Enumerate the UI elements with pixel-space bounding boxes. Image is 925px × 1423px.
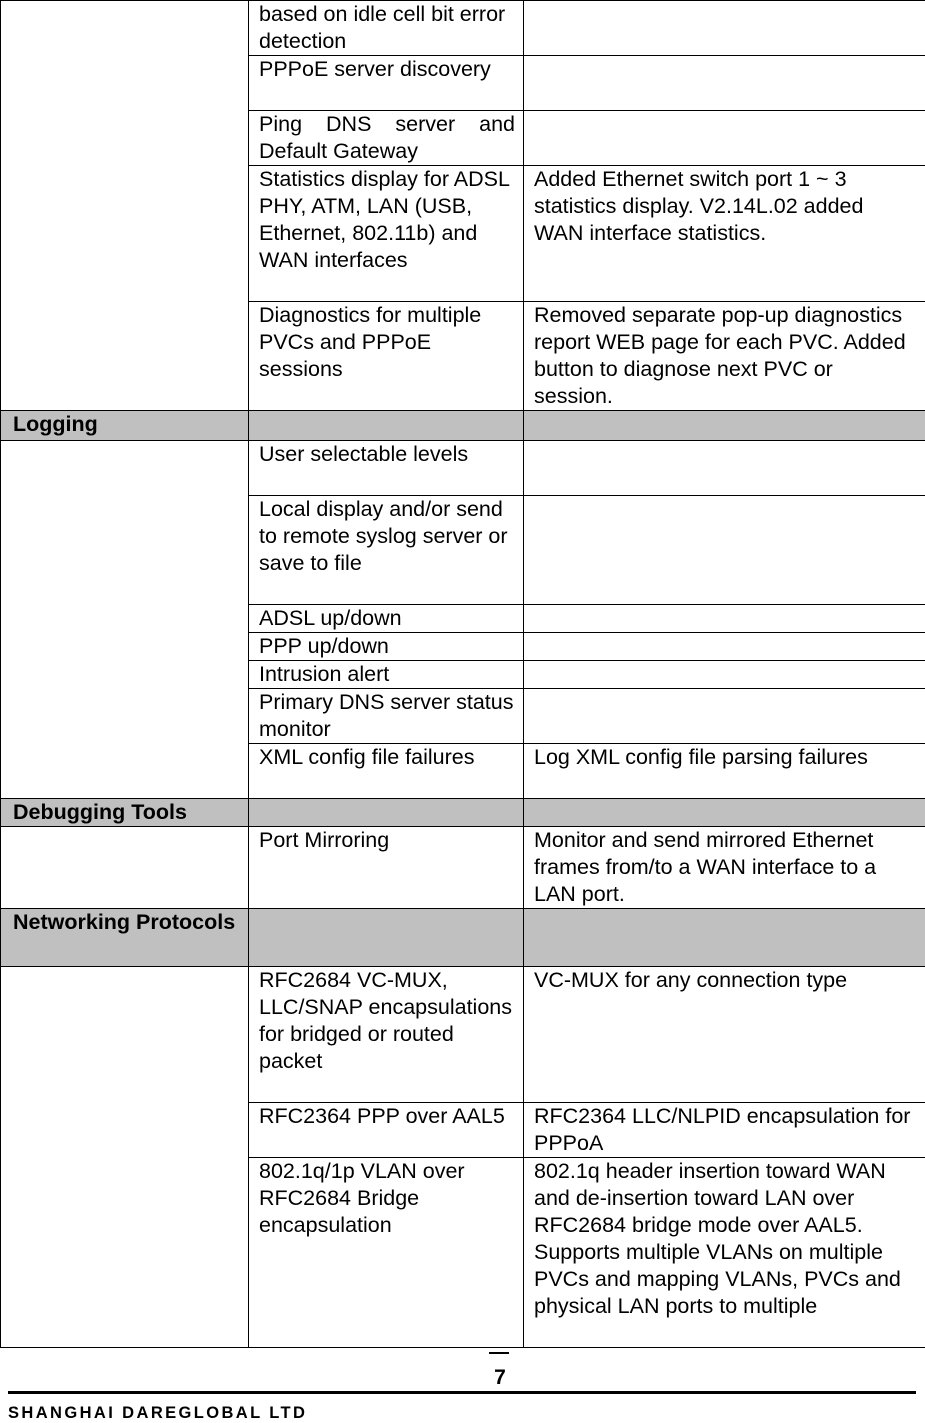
section-empty-cell	[249, 799, 524, 827]
feature-cell: Intrusion alert	[249, 661, 524, 689]
feature-cell: RFC2364 PPP over AAL5	[249, 1103, 524, 1158]
notes-cell	[524, 56, 925, 111]
section-empty-cell	[249, 411, 524, 441]
table-row	[1, 827, 925, 909]
notes-cell	[524, 661, 925, 689]
section-label: Debugging Tools	[1, 799, 249, 827]
notes-cell	[524, 496, 925, 605]
feature-cell: Primary DNS server status monitor	[249, 689, 524, 744]
feature-cell: RFC2684 VC-MUX, LLC/SNAP encapsulations for bridged or routed packet	[249, 967, 524, 1103]
notes-cell	[524, 633, 925, 661]
category-cell	[1, 441, 249, 799]
section-label: Logging	[1, 411, 249, 441]
feature-cell: ADSL up/down	[249, 605, 524, 633]
feature-cell: Statistics display for ADSL PHY, ATM, LAN (USB, Ethernet, 802.11b) and WAN interfaces	[249, 166, 524, 302]
feature-cell: based on idle cell bit error detection	[249, 1, 524, 56]
notes-cell	[524, 689, 925, 744]
notes-cell: Added Ethernet switch port 1 ~ 3 statistics display. V2.14L.02 added WAN interface statistics.	[524, 166, 925, 302]
section-label: Networking Protocols	[1, 909, 249, 967]
section-row	[1, 799, 925, 827]
category-cell	[1, 967, 249, 1348]
feature-cell: 802.1q/1p VLAN over RFC2684 Bridge encapsulation	[249, 1158, 524, 1348]
section-row	[1, 411, 925, 441]
feature-cell: Port Mirroring	[249, 827, 524, 909]
feature-cell: PPP up/down	[249, 633, 524, 661]
page-number-bar	[489, 1352, 509, 1354]
table-row	[1, 441, 925, 496]
feature-cell: Ping DNS server and Default Gateway	[249, 111, 524, 166]
feature-cell: Diagnostics for multiple PVCs and PPPoE sessions	[249, 302, 524, 411]
footer-rule	[8, 1391, 916, 1394]
notes-cell: Removed separate pop-up diagnostics report WEB page for each PVC. Added button to diagnose next PVC or session.	[524, 302, 925, 411]
footer-company-name: SHANGHAI DAREGLOBAL LTD	[8, 1404, 307, 1423]
feature-cell: XML config file failures	[249, 744, 524, 799]
section-empty-cell	[524, 909, 925, 967]
notes-cell	[524, 111, 925, 166]
section-row	[1, 909, 925, 967]
notes-cell: 802.1q header insertion toward WAN and de-insertion toward LAN over RFC2684 bridge mode over AAL5. Supports multiple VLANs on multiple PVCs and mapping VLANs, PVCs and physical LAN ports to multiple	[524, 1158, 925, 1348]
table-row	[1, 967, 925, 1103]
notes-cell: VC-MUX for any connection type	[524, 967, 925, 1103]
notes-cell	[524, 605, 925, 633]
category-cell	[1, 1, 249, 411]
category-cell	[1, 827, 249, 909]
notes-cell	[524, 1, 925, 56]
page-number: 7	[480, 1366, 520, 1390]
notes-cell: Log XML config file parsing failures	[524, 744, 925, 799]
feature-cell: PPPoE server discovery	[249, 56, 524, 111]
section-empty-cell	[524, 411, 925, 441]
section-empty-cell	[249, 909, 524, 967]
feature-cell: User selectable levels	[249, 441, 524, 496]
notes-cell	[524, 441, 925, 496]
feature-cell: Local display and/or send to remote syslog server or save to file	[249, 496, 524, 605]
notes-cell: RFC2364 LLC/NLPID encapsulation for PPPoA	[524, 1103, 925, 1158]
notes-cell: Monitor and send mirrored Ethernet frames from/to a WAN interface to a LAN port.	[524, 827, 925, 909]
table-row	[1, 1, 925, 56]
section-empty-cell	[524, 799, 925, 827]
